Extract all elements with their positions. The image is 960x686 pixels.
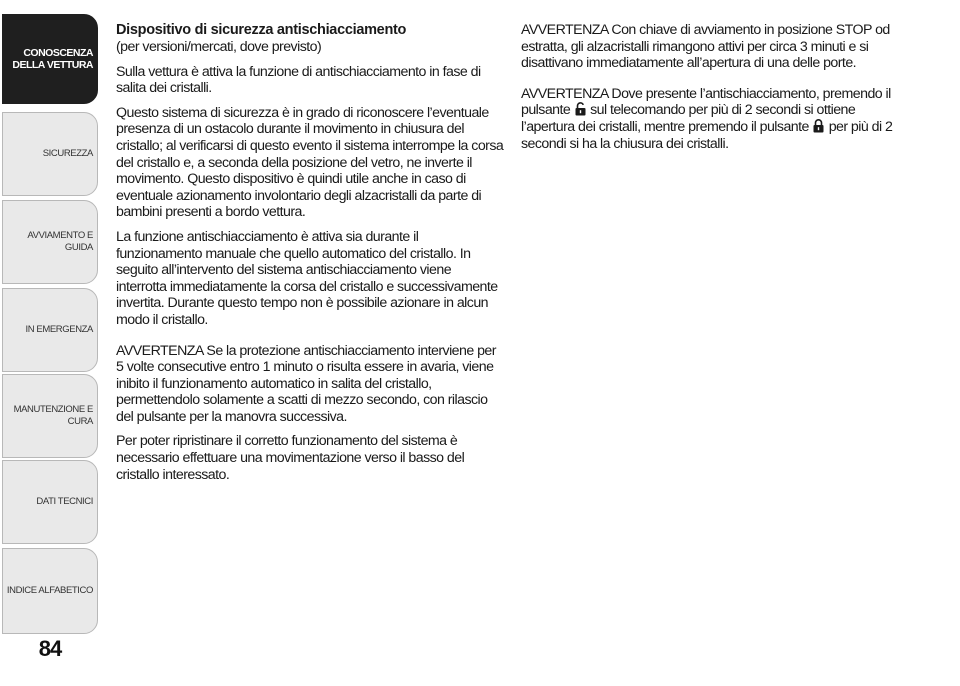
tab-manutenzione-e-cura[interactable] <box>2 374 98 458</box>
tab-label: DATI TECNICI <box>36 496 93 507</box>
tab-avviamento-e-guida[interactable] <box>2 200 98 284</box>
tab-label: CONOSCENZA DELLA VETTURA <box>12 47 93 71</box>
tab-label: MANUTENZIONE E CURA <box>13 404 93 427</box>
paragraph: Per poter ripristinare il corretto funzionamento del sistema è necessario effettuare una movimentazione verso il basso del cristallo interessato. <box>116 433 465 483</box>
tab-label: IN EMERGENZA <box>25 324 93 335</box>
tab-label: SICUREZZA <box>42 148 93 159</box>
page-number: 84 <box>38 636 62 661</box>
tab-dati-tecnici[interactable] <box>2 460 98 544</box>
paragraph: La funzione antischiacciamento è attiva sia durante il funzionamento manuale che quello automatico del cristallo. In seguito all’intervento del sistema antischiacciamento viene interrotta immediatamente la corsa del cristallo e successivamente invertita. Durante questo tempo non è possibile azionare in alcun modo il cristallo. <box>116 228 498 328</box>
unlock-icon <box>575 102 586 116</box>
paragraph: Sulla vettura è attiva la funzione di antischiacciamento in fase di salita dei cristalli. <box>116 63 481 97</box>
section-subheading: (per versioni/mercati, dove previsto) <box>116 39 322 55</box>
text-segment: sul telecomando per più di 2 secondi si ottiene l’apertura dei cristalli, mentre premendo il pulsante <box>521 102 856 135</box>
tab-in-emergenza[interactable] <box>2 288 98 372</box>
tab-indice-alfabetico[interactable] <box>2 548 98 634</box>
tab-sicurezza[interactable] <box>2 112 98 196</box>
tab-label: INDICE ALFABETICO <box>6 585 93 596</box>
warning-paragraph <box>521 86 909 152</box>
tab-label: AVVIAMENTO E GUIDA <box>27 230 93 253</box>
lock-icon <box>813 119 824 133</box>
paragraph: Questo sistema di sicurezza è in grado di riconoscere l’eventuale presenza di un ostacolo durante il movimento in chiusura del cristallo; al verificarsi di questo evento il sistema interrompe la corsa del cristallo e, a seconda della posizione del vetro, ne inverte il movimento. Questo dispositivo è quindi utile anche in caso di eventuale azionamento involontario degli alzacristalli da parte di bambini presenti a bordo vettura. <box>116 104 504 221</box>
text-segment: per più di 2 secondi si ha la chiusura dei cristalli. <box>521 118 893 152</box>
warning-paragraph: AVVERTENZA Con chiave di avviamento in posizione STOP od estratta, gli alzacristalli rimangono attivi per circa 3 minuti e si disattivano immediatamente all’apertura di una delle porte. <box>521 22 890 72</box>
left-column <box>116 22 504 491</box>
section-heading: Dispositivo di sicurezza antischiacciamento <box>116 22 407 38</box>
text-segment: AVVERTENZA Dove presente l’antischiacciamento, premendo il pulsante <box>521 85 891 119</box>
tab-conoscenza-della-vettura[interactable] <box>2 14 98 104</box>
warning-paragraph: AVVERTENZA Se la protezione antischiacciamento interviene per 5 volte consecutive entro 1 minuto o risulta essere in avaria, viene inibito il funzionamento automatico in salita del cristallo, permettendolo solamente a scatti di mezzo secondo, con rilascio del pulsante per la manovra successiva. <box>116 342 496 425</box>
right-column <box>521 22 909 160</box>
